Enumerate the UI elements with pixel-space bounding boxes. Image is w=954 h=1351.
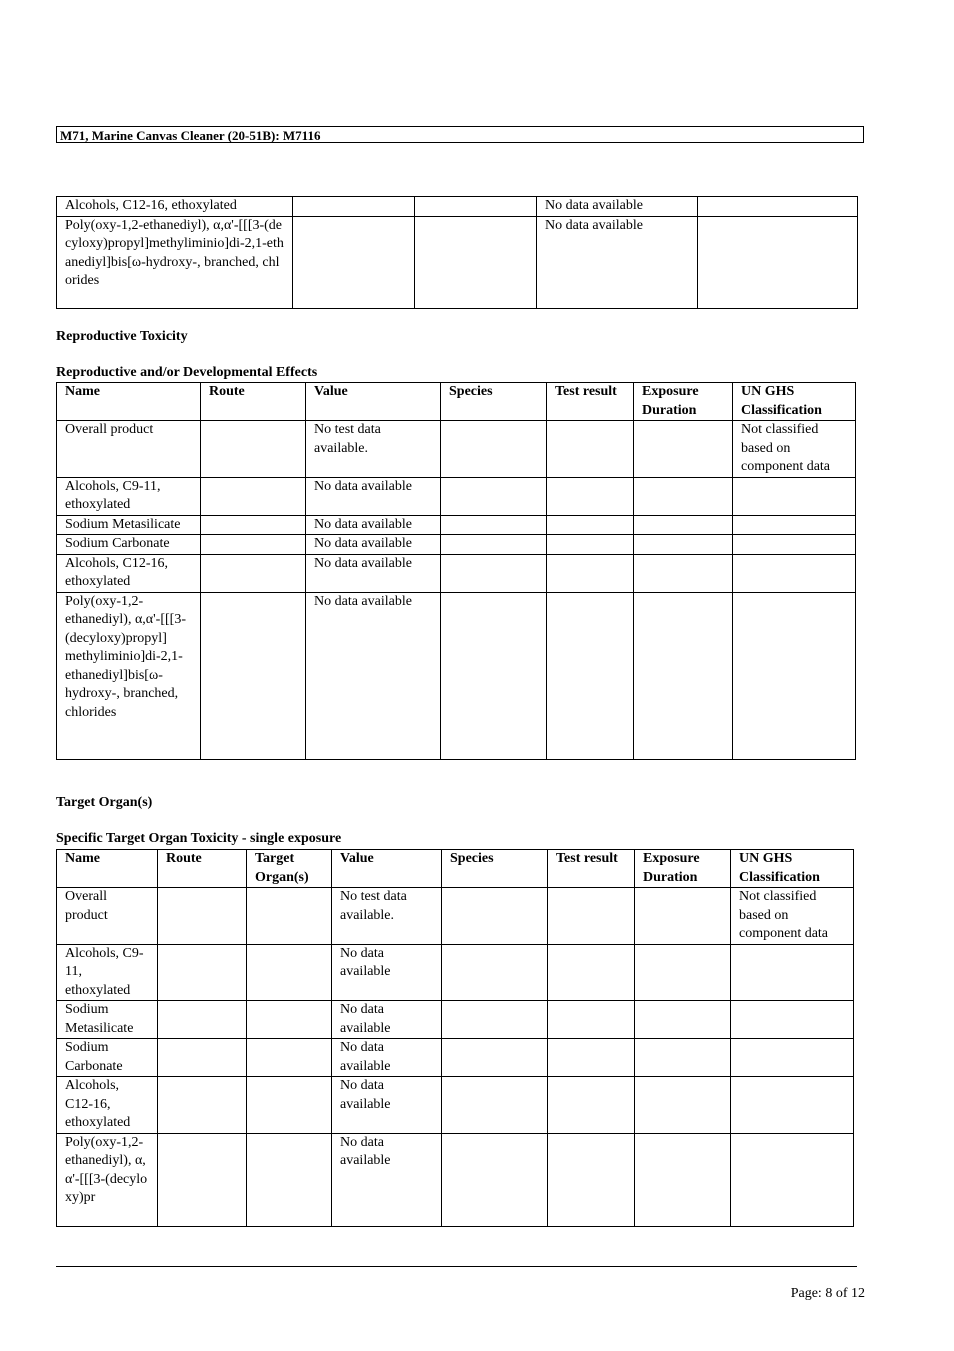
table-cell — [733, 535, 856, 555]
table-cell — [731, 1133, 854, 1226]
table-cell: No data available — [306, 515, 441, 535]
table-cell — [247, 1039, 332, 1077]
table-cell — [201, 535, 306, 555]
column-header: Value — [306, 383, 441, 421]
column-header: Species — [441, 383, 547, 421]
page-number — [791, 1286, 865, 1302]
table-row — [57, 1133, 854, 1226]
table-cell: Overall product — [57, 421, 201, 478]
table-cell — [158, 1077, 247, 1134]
table-cell — [731, 1001, 854, 1039]
table-cell — [158, 1133, 247, 1226]
table-cell — [548, 944, 635, 1001]
table-header-row — [57, 850, 854, 888]
table-cell — [733, 477, 856, 515]
page-of-label: of — [835, 1286, 848, 1301]
table-cell: Sodium Carbonate — [57, 1039, 158, 1077]
table-cell: No data available — [306, 535, 441, 555]
table-cell — [158, 1001, 247, 1039]
column-header: Test result — [547, 383, 634, 421]
column-header: Name — [57, 383, 201, 421]
table-row — [57, 421, 856, 478]
table-cell: No data available — [537, 216, 698, 308]
table-row — [57, 197, 858, 217]
table-cell — [547, 421, 634, 478]
table-cell — [548, 1077, 635, 1134]
table-cell — [635, 1039, 731, 1077]
table-cell: No data available — [306, 477, 441, 515]
table-cell — [247, 888, 332, 945]
table-cell — [548, 888, 635, 945]
table-cell — [247, 1001, 332, 1039]
table-header-row — [57, 383, 856, 421]
column-header: UN GHS Classification — [733, 383, 856, 421]
table-cell: Alcohols, C9-11, ethoxylated — [57, 944, 158, 1001]
table-cell — [731, 1077, 854, 1134]
table-cell — [634, 477, 733, 515]
table-cell — [698, 197, 858, 217]
table-cell: Sodium Metasilicate — [57, 1001, 158, 1039]
table-cell — [201, 421, 306, 478]
table-cell — [442, 1077, 548, 1134]
table-row — [57, 888, 854, 945]
table-cell — [733, 515, 856, 535]
table-cell — [247, 944, 332, 1001]
table-cell — [247, 1133, 332, 1226]
table-cell — [548, 1039, 635, 1077]
table-cell — [201, 592, 306, 759]
table-cell — [548, 1133, 635, 1226]
table-cell — [635, 888, 731, 945]
table-cell: No test data available. — [332, 888, 442, 945]
table-cell: No data available — [306, 592, 441, 759]
table-row — [57, 1077, 854, 1134]
table-title-target-organ: Specific Target Organ Toxicity - single exposure — [56, 831, 342, 846]
table-cell — [441, 592, 547, 759]
table-cell — [548, 1001, 635, 1039]
table-cell — [698, 216, 858, 308]
table-row — [57, 592, 856, 759]
table-cell: Poly(oxy-1,2-ethanediyl), α,α'-[[[3-(decyloxy)propyl]methyliminio]di-2,1-ethanediyl]bis[ω-hydroxy-, branched, chlorides — [57, 216, 293, 308]
table-cell — [415, 197, 537, 217]
table-cell — [201, 477, 306, 515]
footer-divider — [56, 1266, 857, 1267]
table-row — [57, 477, 856, 515]
table-cell: Overall product — [57, 888, 158, 945]
column-header: Target Organ(s) — [247, 850, 332, 888]
table-cell — [441, 515, 547, 535]
reproductive-effects-table — [56, 382, 856, 760]
column-header: Exposure Duration — [635, 850, 731, 888]
table-cell: No test data available. — [306, 421, 441, 478]
table-cell: Sodium Carbonate — [57, 535, 201, 555]
table-cell: Poly(oxy-1,2-ethanediyl), α,α'-[[[3-(decyloxy)pr — [57, 1133, 158, 1226]
table-cell — [733, 592, 856, 759]
table-cell — [201, 554, 306, 592]
table-cell — [547, 477, 634, 515]
column-header: Test result — [548, 850, 635, 888]
table-cell: Alcohols, C12-16, ethoxylated — [57, 1077, 158, 1134]
column-header: Route — [158, 850, 247, 888]
table-cell — [441, 477, 547, 515]
column-header: Route — [201, 383, 306, 421]
column-header: Value — [332, 850, 442, 888]
table-cell — [635, 1133, 731, 1226]
table-cell — [731, 944, 854, 1001]
page-label: Page: — [790, 1286, 822, 1301]
table-row — [57, 1001, 854, 1039]
table-cell — [442, 888, 548, 945]
table-cell: Not classified based on component data — [733, 421, 856, 478]
table-row — [57, 216, 858, 308]
table-row — [57, 515, 856, 535]
table-cell — [547, 554, 634, 592]
section-title-reproductive: Reproductive Toxicity — [56, 329, 188, 344]
table-cell: Alcohols, C12-16, ethoxylated — [57, 197, 293, 217]
table-cell — [293, 216, 415, 308]
table-cell — [635, 1001, 731, 1039]
table-row — [57, 944, 854, 1001]
table-cell: Sodium Metasilicate — [57, 515, 201, 535]
column-header: UN GHS Classification — [731, 850, 854, 888]
continued-toxicity-table — [56, 196, 858, 309]
table-cell — [635, 944, 731, 1001]
table-cell — [247, 1077, 332, 1134]
table-cell: No data available — [332, 1039, 442, 1077]
column-header: Species — [442, 850, 548, 888]
target-organ-table — [56, 849, 854, 1227]
table-cell — [415, 216, 537, 308]
table-cell — [634, 592, 733, 759]
table-row — [57, 1039, 854, 1077]
table-cell — [634, 535, 733, 555]
table-cell: No data available — [332, 944, 442, 1001]
table-title-reproductive: Reproductive and/or Developmental Effects — [56, 365, 318, 380]
table-cell — [442, 944, 548, 1001]
document-header: M71, Marine Canvas Cleaner (20-51B): M7116 — [56, 126, 864, 143]
table-cell — [547, 515, 634, 535]
table-cell — [634, 515, 733, 535]
table-cell: Alcohols, C12-16, ethoxylated — [57, 554, 201, 592]
table-cell — [547, 592, 634, 759]
table-cell: Not classified based on component data — [731, 888, 854, 945]
table-cell — [201, 515, 306, 535]
table-row — [57, 535, 856, 555]
table-cell: No data available — [537, 197, 698, 217]
table-cell — [634, 421, 733, 478]
table-cell — [158, 888, 247, 945]
table-cell — [441, 535, 547, 555]
table-cell: No data available — [332, 1133, 442, 1226]
table-cell — [442, 1039, 548, 1077]
column-header: Name — [57, 850, 158, 888]
table-cell — [441, 421, 547, 478]
column-header: Exposure Duration — [634, 383, 733, 421]
table-cell — [547, 535, 634, 555]
table-cell: Poly(oxy-1,2-ethanediyl), α,α'-[[[3-(decyloxy)propyl] methyliminio]di-2,1-ethanediyl]bis[ω-hydroxy-, branched, chlorides — [57, 592, 201, 759]
table-cell — [442, 1133, 548, 1226]
page-current: 8 — [825, 1286, 833, 1301]
table-cell — [293, 197, 415, 217]
table-cell: No data available — [332, 1077, 442, 1134]
table-cell — [635, 1077, 731, 1134]
table-cell — [442, 1001, 548, 1039]
table-cell — [158, 1039, 247, 1077]
table-cell: Alcohols, C9-11, ethoxylated — [57, 477, 201, 515]
table-row — [57, 554, 856, 592]
table-cell — [733, 554, 856, 592]
table-cell — [158, 944, 247, 1001]
table-cell — [441, 554, 547, 592]
section-title-target-organ: Target Organ(s) — [56, 795, 153, 810]
table-cell: No data available — [306, 554, 441, 592]
table-cell — [731, 1039, 854, 1077]
table-cell — [634, 554, 733, 592]
page-total: 12 — [851, 1286, 865, 1301]
table-cell: No data available — [332, 1001, 442, 1039]
